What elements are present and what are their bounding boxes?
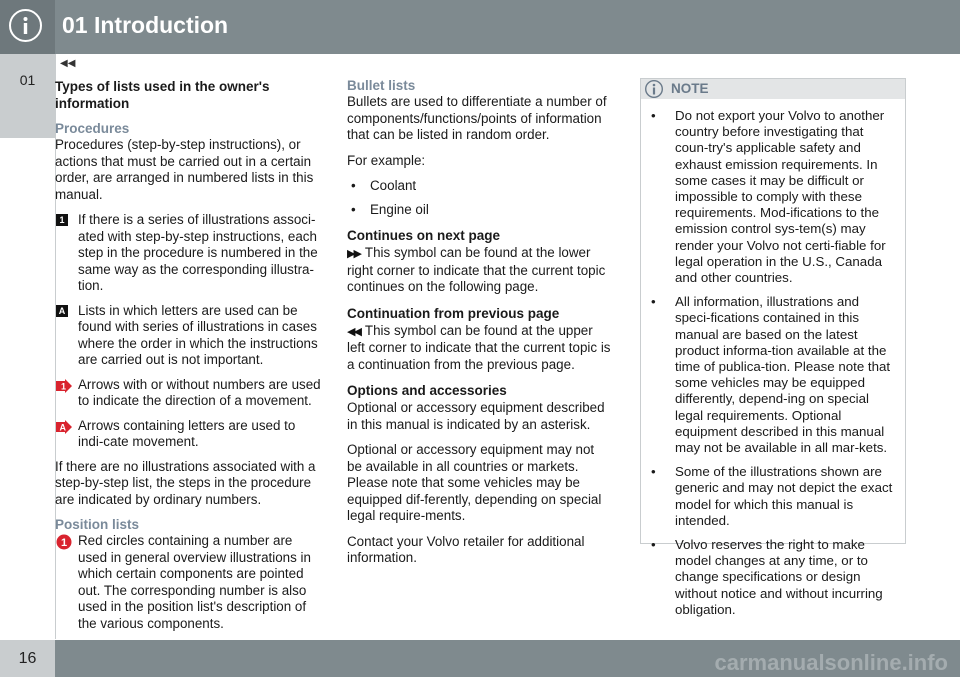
- options-paragraph: Optional or accessory equipment described in this manual is indicated by an asterisk.: [347, 400, 605, 432]
- note-body: [641, 99, 905, 618]
- options-heading: Options and accessories: [347, 383, 507, 398]
- info-icon: [9, 9, 42, 42]
- page-number: 16: [18, 650, 37, 667]
- page-number-box: [0, 640, 55, 677]
- section-heading: Types of lists used in the owner's information: [55, 79, 270, 111]
- procedures-heading: Procedures: [55, 121, 130, 136]
- list-item: [55, 377, 322, 410]
- example-label: For example:: [347, 152, 426, 168]
- list-item-text: If there is a series of illustrations associ-ated with step-by-step instructions, each step in the procedure is numbered in the same way as the corresponding illustra-tion.: [78, 212, 318, 293]
- lettered-arrow-label: A: [59, 422, 66, 432]
- list-item-text: Arrows containing letters are used to indi-cate movement.: [78, 417, 296, 449]
- red-circle-number-icon: [56, 534, 72, 550]
- bullet-lists-intro: Bullets are used to differentiate a number of components/functions/points of information that can be listed in random order.: [347, 94, 607, 142]
- list-item-text: Red circles containing a number are used in general overview illustrations in which certain components are pointed out. The corresponding number is also used in the position list's description of the various components.: [78, 533, 311, 631]
- list-item: [55, 418, 322, 451]
- list-item: • Engine oil: [347, 202, 612, 219]
- continuation-text: [347, 323, 612, 374]
- numbered-arrow-label: 1: [61, 381, 67, 391]
- page-header: [0, 0, 960, 54]
- column-left: [55, 78, 322, 640]
- note-header: [641, 79, 905, 99]
- continues-body: This symbol can be found at the lower right corner to indicate that the current topic continues on the following page.: [347, 245, 606, 294]
- list-item: • Coolant: [347, 178, 612, 195]
- continues-heading: Continues on next page: [347, 228, 501, 243]
- numbered-step-icon: 1: [56, 214, 68, 226]
- continued-from-previous-icon: ◀◀: [60, 58, 76, 69]
- list-item: • Volvo reserves the right to make model changes at any time, or to change specifications or design without notice and without incurring obligation.: [641, 537, 897, 618]
- red-circle-number-label: 1: [61, 537, 68, 549]
- info-icon-box: [0, 0, 55, 54]
- lettered-arrow-icon: [56, 420, 72, 434]
- lettered-step-icon: A: [56, 305, 68, 317]
- note-box: [640, 78, 906, 617]
- continuation-heading: Continuation from previous page: [347, 305, 560, 321]
- list-item: [55, 303, 322, 369]
- chapter-tab: [0, 54, 55, 138]
- list-item: • Do not export your Volvo to another country before investigating that coun-try's applicable safety and exhaust emission requirements. In some cases it may be difficult or impossible to comply with these requirements. Mod-ifications to the emission control sys-tem(s) may render your Volvo not certi-fiable for legal operation in the U.S., Canada and other countries.: [641, 108, 897, 286]
- numbered-arrow-icon: [56, 379, 72, 393]
- options-paragraph: Contact your Volvo retailer for additional information.: [347, 533, 585, 565]
- options-paragraph: Optional or accessory equipment may not be available in all countries or markets. Please note that some vehicles may be equipped dif-ferently, depending on special legal require-ments.: [347, 442, 602, 523]
- note-title: NOTE: [671, 81, 709, 96]
- continued-previous-icon: ◀◀: [347, 325, 360, 338]
- list-item-text: Arrows with or without numbers are used to indicate the direction of a movement.: [78, 376, 321, 408]
- procedures-outro: If there are no illustrations associated with a step-by-step list, the steps in the procedure are indicated by ordinary numbers.: [55, 458, 316, 507]
- list-item: • All information, illustrations and speci-fications contained in this manual are based on the latest product informa-tion available at the time of publica-tion. Please note that some vehicles may be equipped differently, depend-ing on special legal requirements. Optional equipment described in this manual may not be available in all mar-kets.: [641, 294, 897, 456]
- continues-text: [347, 245, 612, 296]
- example-bullets: [347, 178, 612, 218]
- column-middle: [347, 78, 612, 576]
- list-item: • Some of the illustrations shown are generic and may not depict the exact model for which this manual is intended.: [641, 464, 897, 529]
- list-item: [55, 533, 322, 632]
- chapter-title: 01 Introduction: [62, 12, 229, 38]
- note-info-icon: [644, 79, 664, 99]
- chapter-tab-label: 01: [19, 72, 36, 88]
- bullet-lists-heading: Bullet lists: [347, 78, 416, 93]
- list-item-text: Lists in which letters are used can be found with series of illustrations in cases where the order in which the instructions are carried out is not important.: [78, 302, 318, 367]
- continues-next-icon: ▶▶: [347, 248, 360, 260]
- position-lists-heading: Position lists: [55, 517, 140, 532]
- procedures-intro: Procedures (step-by-step instructions), or actions that must be carried out in a certain order, are arranged in numbered lists in this manual.: [55, 137, 314, 202]
- continuation-body: This symbol can be found at the upper left corner to indicate that the current topic is a continuation from the previous page.: [347, 322, 611, 372]
- list-item: [55, 212, 322, 295]
- watermark: carmanualsonline.info: [714, 650, 948, 675]
